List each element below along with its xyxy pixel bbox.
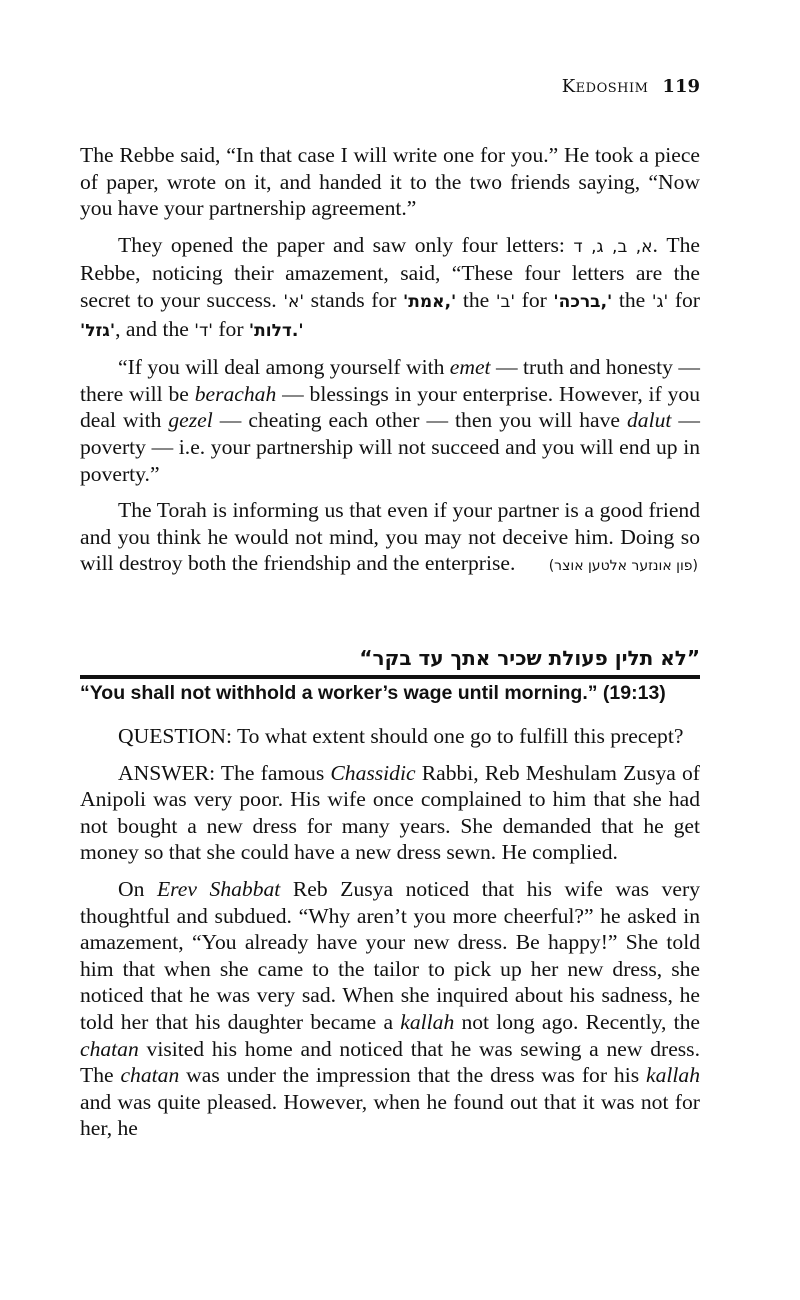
body-text-part1 (80, 142, 700, 580)
source-citation: (פון אונזער אלטען אוצר) (548, 557, 698, 574)
paragraph-rebbe-writes: The Rebbe said, “In that case I will write one for you.” He took a piece of paper, wrote on it, and handed it to the two friends saying, “Now you have your partnership agreement.” (80, 143, 700, 221)
hebrew-gezel: 'גזל' (80, 320, 116, 341)
section-name: Kedoshim (561, 76, 649, 97)
hebrew-emet: 'אמת,' (403, 291, 457, 312)
body-text-part2 (80, 723, 700, 1142)
term-berachah: berachah (194, 381, 277, 406)
hebrew-dalut: 'דלות.' (248, 320, 304, 341)
hebrew-dalet: 'ד' (194, 320, 213, 341)
term-dalut: dalut (627, 408, 672, 433)
term-chatan: chatan (120, 1063, 180, 1088)
paragraph-four-letters: They opened the paper and saw only four letters: א, ב, ג, ד. The Rebbe, noticing their amazement, said, “These four letters are the secret to your success. 'א' stands for 'אמת,' the 'ב' for 'ברכה,' the 'ג' for 'גזל', and the 'ד' for 'דלות.' (80, 232, 701, 341)
paragraph-erev-shabbat: On Erev Shabbat Reb Zusya noticed that his wife was very thoughtful and subdued. “Why aren’t you more cheerful?” he asked in amazement, “You already have your new dress. Be happy!” She told him that when she came to the tailor to pick up her new dress, she noticed that he was very sad. When she inquired about his sadness, he told her that his daughter became a kallah not long ago. Recently, the chatan visited his home and noticed that he was sewing a new dress. The chatan was under the impression that the dress was for his kallah and was quite pleased. However, when he found out that it was not for her, he (80, 876, 701, 1141)
hebrew-verse-title: ”לא תלין פעולת שכיר אתך עד בקר“ (359, 646, 700, 670)
term-chassidic: Chassidic (330, 760, 416, 785)
term-gezel: gezel (168, 408, 213, 433)
paragraph-question: QUESTION: To what extent should one go to fulfill this precept? (118, 724, 684, 748)
term-chatan: chatan (80, 1036, 139, 1061)
english-verse-title: “You shall not withhold a worker’s wage until morning.” (19:13) (80, 682, 666, 704)
running-head (562, 76, 700, 97)
term-kallah: kallah (400, 1009, 455, 1034)
paragraph-answer: ANSWER: The famous Chassidic Rabbi, Reb Meshulam Zusya of Anipoli was very poor. His wife once complained to him that she had not bought a new dress for many years. She demanded that he get money so that she could have a new dress sewn. He complied. (80, 760, 700, 865)
paragraph-explanation: “If you will deal among yourself with emet — truth and honesty — there will be berachah — blessings in your enterprise. However, if you deal with gezel — cheating each other — then you will have dalut — poverty — i.e. your partnership will not succeed and you will end up in poverty.” (80, 355, 700, 486)
hebrew-gimel: 'ג' (651, 291, 669, 312)
hebrew-letters: א, ב, ג, ד (573, 236, 653, 257)
section-heading (80, 643, 700, 707)
term-kallah: kallah (646, 1063, 700, 1088)
paragraph-torah-informing: The Torah is informing us that even if your partner is a good friend and you think he would not mind, you may not deceive him. Doing so will destroy both the friendship and the enterprise. (80, 498, 700, 576)
term-emet: emet (449, 355, 491, 380)
hebrew-bet: 'ב' (495, 291, 516, 312)
term-erev-shabbat: Erev Shabbat (156, 876, 281, 901)
hebrew-alef: 'א' (283, 291, 305, 312)
hebrew-berachah: 'ברכה,' (553, 291, 613, 312)
page-number: 119 (662, 76, 700, 97)
